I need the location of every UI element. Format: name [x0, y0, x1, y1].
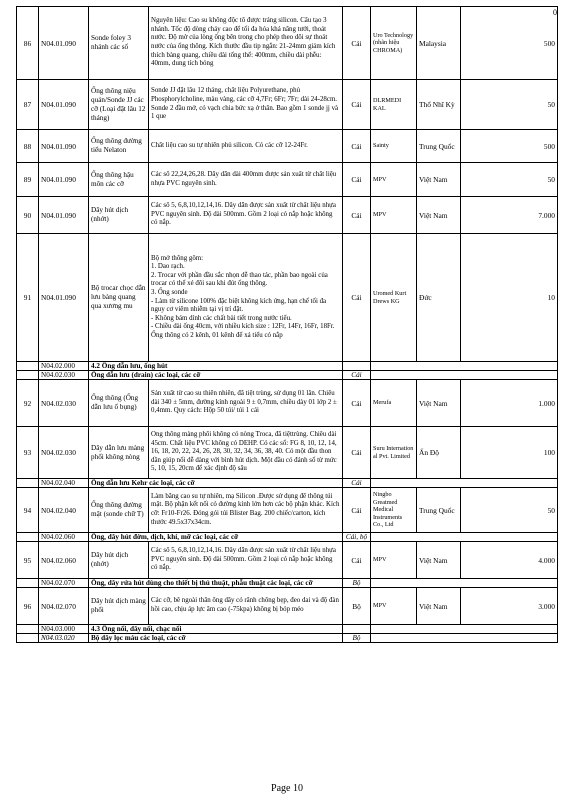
quantity: 7.000	[461, 197, 558, 234]
item-name: Ống thông đường mật (sonde chữ T)	[89, 488, 149, 533]
item-code: N04.02.070	[39, 588, 89, 625]
table-row	[17, 488, 558, 533]
group-code: N04.02.030	[39, 371, 89, 380]
group-title: Ống dẫn lưu (drain) các loại, các cỡ	[89, 371, 343, 380]
quantity: 100	[461, 427, 558, 479]
group-blank	[371, 533, 558, 542]
group-row	[17, 533, 558, 542]
procurement-table	[16, 6, 558, 643]
country-of-origin: Việt Nam	[417, 588, 461, 625]
group-row	[17, 625, 558, 634]
specification-text: Sonde JJ đặt lâu 12 tháng, chất liệu Polyurethane, phủ Phosphorylcholine, màu vàng, các cỡ 4,7Fr; 6Fr; 7Fr; dài 24-28cm. Sonde 2 đầu mở, có vạch chia bức xạ ở thân. Bao gồm 1 sonde jj và 1 que	[151, 87, 339, 121]
group-blank	[371, 579, 558, 588]
specification-text: Các số 22,24,26,28. Dây dẫn dài 400mm được sản xuất từ chất liệu nhựa PVC nguyên sinh.	[151, 170, 337, 187]
group-blank	[17, 533, 39, 542]
manufacturer: DLRMEDI KAL	[371, 80, 417, 130]
group-title: Ống dẫn lưu Kehr các loại, các cỡ	[89, 479, 343, 488]
item-specification	[149, 234, 343, 362]
manufacturer: MPV	[371, 197, 417, 234]
country-of-origin: Thổ Nhĩ Kỳ	[417, 80, 461, 130]
group-blank	[17, 371, 39, 380]
manufacturer: Ningbo Greatmed Medical Instruments Co., Ltd	[371, 488, 417, 533]
item-specification	[149, 197, 343, 234]
specification-line: - Chiều dài ống 40cm, với nhiều kích size : 12Fr, 14Fr, 16Fr, 18Fr.	[151, 323, 335, 331]
row-number: 96	[17, 588, 39, 625]
row-number: 94	[17, 488, 39, 533]
item-name: Dây hút dịch màng phổi	[89, 588, 149, 625]
group-unit: Cái	[343, 371, 371, 380]
group-row	[17, 371, 558, 380]
group-code: N04.02.040	[39, 479, 89, 488]
unit-of-measure: Cái	[343, 197, 371, 234]
group-blank	[371, 634, 558, 643]
specification-text: Các số 5, 6,8,10,12,14,16. Dây dẫn được sản xuất từ chất liệu nhựa PVC nguyên sinh. Độ dài 500mm. Gồm 2 loại có nắp hoặc không có nắp.	[151, 547, 336, 572]
group-code: N04.03.000	[39, 625, 89, 634]
manufacturer: Uro Technology (nhãn hiệu CHROMA)	[371, 7, 417, 80]
item-code: N04.01.090	[39, 7, 89, 80]
country-of-origin: Đức	[417, 234, 461, 362]
group-row	[17, 579, 558, 588]
item-specification	[149, 80, 343, 130]
row-number: 86	[17, 7, 39, 80]
quantity: 10	[461, 234, 558, 362]
table-row	[17, 380, 558, 427]
unit-of-measure: Cái	[343, 80, 371, 130]
item-name: Ống thông (Ống dẫn lưu ổ bụng)	[89, 380, 149, 427]
item-name: Ống thông hậu môn các cỡ	[89, 163, 149, 197]
item-code: N04.02.060	[39, 542, 89, 579]
quantity: 50	[461, 163, 558, 197]
manufacturer: Uromed Kurt Drews KG	[371, 234, 417, 362]
unit-of-measure: Cái	[343, 234, 371, 362]
item-code: N04.01.090	[39, 80, 89, 130]
group-code: N04.02.000	[39, 362, 89, 371]
unit-of-measure: Cái	[343, 542, 371, 579]
row-number: 90	[17, 197, 39, 234]
specification-text: Các cỡ, bề ngoài thân ống dây có rãnh chống bẹp, đeo dai và độ đàn hồi cao, chịu áp lực âm cao (-75kpa) không bị bóp méo	[151, 597, 339, 613]
item-code: N04.02.030	[39, 380, 89, 427]
quantity: 500	[461, 7, 558, 80]
row-number: 92	[17, 380, 39, 427]
unit-of-measure: Cái	[343, 427, 371, 479]
item-name: Ống thông đường tiểu Nelaton	[89, 130, 149, 163]
manufacturer: MPV	[371, 542, 417, 579]
manufacturer: MPV	[371, 588, 417, 625]
quantity: 4.000	[461, 542, 558, 579]
table-row	[17, 7, 558, 80]
item-name: Dây dẫn lưu màng phổi không nòng	[89, 427, 149, 479]
unit-of-measure: Cái	[343, 380, 371, 427]
item-specification	[149, 588, 343, 625]
group-code: N04.03.020	[39, 634, 89, 643]
country-of-origin: Việt Nam	[417, 380, 461, 427]
item-specification	[149, 7, 343, 80]
table-body	[17, 7, 558, 643]
item-code: N04.02.030	[39, 427, 89, 479]
unit-of-measure: Cái	[343, 130, 371, 163]
group-row	[17, 634, 558, 643]
group-blank	[17, 362, 39, 371]
item-code: N04.01.090	[39, 197, 89, 234]
group-unit: Cái, bộ	[343, 533, 371, 542]
specification-text: Sản xuất từ cao su thiên nhiên, đã tiệt trùng, sử dụng 01 lần. Chiều dài 340 ± 5mm, đường kính ngoài 9 ± 0,7mm, chiều dày 01 lớp 2 ± 0,4mm. Quy cách: Hộp 50 túi/ túi 1 cái	[151, 390, 337, 415]
table-row	[17, 130, 558, 163]
item-specification	[149, 130, 343, 163]
group-unit: Cái	[343, 479, 371, 488]
group-unit: Bộ	[343, 579, 371, 588]
manufacturer: Suru Internation al Pvt. Limited	[371, 427, 417, 479]
group-title: Ống, dây hút đờm, dịch, khí, mỡ các loại, các cỡ	[89, 533, 343, 542]
table-row	[17, 80, 558, 130]
specification-line: Ống thông có 2 kênh, 01 kênh để xả tiểu có nắp	[151, 331, 283, 339]
table-row	[17, 197, 558, 234]
group-blank	[371, 371, 558, 380]
group-code: N04.02.070	[39, 579, 89, 588]
specification-line: 3. Ống sonde	[151, 288, 188, 296]
group-blank	[17, 579, 39, 588]
specification-text: Các số 5, 6,8,10,12,14,16. Dây dẫn được sản xuất từ chất liệu nhựa PVC nguyên sinh. Độ dài 500mm. Gồm 2 loại có nắp hoặc không có nắp.	[151, 202, 336, 227]
manufacturer: Merufa	[371, 380, 417, 427]
specification-line: 1. Dao rạch.	[151, 263, 185, 271]
group-blank	[17, 634, 39, 643]
quantity: 50	[461, 80, 558, 130]
country-of-origin: Trung Quốc	[417, 130, 461, 163]
group-blank	[371, 362, 558, 371]
manufacturer: Sainty	[371, 130, 417, 163]
table-row	[17, 542, 558, 579]
group-title: 4.3 Ống nối, dây nối, chạc nối	[89, 625, 343, 634]
specification-line: - Làm từ silicone 100% đặc biệt không kích ứng, hạn chế tối đa nguy cơ viêm nhiễm tại vị trí đặt.	[151, 297, 327, 314]
unit-of-measure: Cái	[343, 7, 371, 80]
quantity: 1.000	[461, 380, 558, 427]
group-unit: Bộ	[343, 634, 371, 643]
country-of-origin: Việt Nam	[417, 163, 461, 197]
item-specification	[149, 488, 343, 533]
group-blank	[17, 625, 39, 634]
group-row	[17, 479, 558, 488]
specification-text	[151, 255, 340, 341]
specification-text: Làm bằng cao su tự nhiên, mạ Silicon .Được sử dụng để thông túi mật. Bộ phận kết nối có đường kính lớn hơn các bộ phận khác. Kích cỡ: Fr10-Fr26. Đóng gói túi Blister Bag. 200 chiếc/carton, kích thước 49.5x37x34cm.	[151, 492, 340, 526]
quantity: 500	[461, 130, 558, 163]
country-of-origin: Ấn Độ	[417, 427, 461, 479]
item-name: Dây hút dịch (nhớt)	[89, 197, 149, 234]
group-blank	[371, 479, 558, 488]
row-number: 91	[17, 234, 39, 362]
unit-of-measure: Cái	[343, 163, 371, 197]
country-of-origin: Việt Nam	[417, 197, 461, 234]
table-row	[17, 163, 558, 197]
row-number: 88	[17, 130, 39, 163]
row-number: 87	[17, 80, 39, 130]
specification-line: Bộ mở thông gồm:	[151, 254, 204, 262]
group-title: Ống, dây rửa hút dùng cho thiết bị thủ thuật, phẫu thuật các loại, các cỡ	[89, 579, 343, 588]
country-of-origin: Malaysia	[417, 7, 461, 80]
item-specification	[149, 163, 343, 197]
row-number: 89	[17, 163, 39, 197]
group-unit	[343, 625, 371, 634]
group-row	[17, 362, 558, 371]
item-code: N04.02.040	[39, 488, 89, 533]
specification-line: 2. Trocar với phần đầu sắc nhọn dễ thao tác, phần bao ngoài của trocar có thể xé đôi sau khi đút ống thông.	[151, 271, 328, 288]
group-code: N04.02.060	[39, 533, 89, 542]
specification-line: - Không bám dính các chất bài tiết trong nước tiểu.	[151, 314, 292, 322]
specification-text: Chất liệu cao su tự nhiên phủ silicon. Có các cỡ 12-24Fr.	[151, 141, 308, 149]
unit-of-measure: Cái	[343, 488, 371, 533]
quantity: 50	[461, 488, 558, 533]
specification-text: Ống thông màng phổi không có nòng Troca, đã tiệttrùng. Chiều dài 45cm. Chất liệu PVC không có DEHP. Có các số: FG 8, 10, 12, 14, 16, 18, 20, 22, 24, 26, 28, 30, 32, 34, 36, 38, 40. Có một đầu thon dần giúp nối dễ dàng với bình hút dịch. Một đầu có đánh số từ mức 5, 10, 15, 20cm để xác định độ sâu	[151, 431, 337, 473]
row-number: 95	[17, 542, 39, 579]
item-name: Ống thông niệu quản/Sonde JJ các cỡ (Loại đặt lâu 12 tháng)	[89, 80, 149, 130]
group-title: 4.2 Ống dẫn lưu, ống hút	[89, 362, 343, 371]
page-number: Page 10	[271, 783, 303, 794]
quantity: 3.000	[461, 588, 558, 625]
item-code: N04.01.090	[39, 234, 89, 362]
group-blank	[371, 625, 558, 634]
row-number: 93	[17, 427, 39, 479]
item-specification	[149, 380, 343, 427]
item-specification	[149, 542, 343, 579]
country-of-origin: Trung Quốc	[417, 488, 461, 533]
group-blank	[17, 479, 39, 488]
specification-text: Nguyên liệu: Cao su không độc tố được tráng silicon. Cấu tạo 3 nhánh. Tốc độ dòng chảy cao để tối đa hóa khả năng tưới, thoát nước. Độ mờ của lòng ống bên trong cho phép theo dõi sự thoát nước của ống thông. Kích thước đầu tip ngắn: 21-24mm giảm kích thích bàng quang, chiều dài tổng thể: 400mm, chiều dài phễu: 40mm, dung tích bóng	[151, 17, 336, 68]
item-code: N04.01.090	[39, 130, 89, 163]
item-name: Sonde foley 3 nhánh các số	[89, 7, 149, 80]
item-name: Dây hút dịch (nhớt)	[89, 542, 149, 579]
item-specification	[149, 427, 343, 479]
corner-mark: 0	[553, 8, 557, 17]
item-name: Bộ trocar chọc dẫn lưu bàng quang qua xương mu	[89, 234, 149, 362]
table-row	[17, 427, 558, 479]
unit-of-measure: Bộ	[343, 588, 371, 625]
manufacturer: MPV	[371, 163, 417, 197]
table-row	[17, 234, 558, 362]
group-unit	[343, 362, 371, 371]
item-code: N04.01.090	[39, 163, 89, 197]
group-title: Bộ dây lọc máu các loại, các cỡ	[89, 634, 343, 643]
country-of-origin: Việt Nam	[417, 542, 461, 579]
table-row	[17, 588, 558, 625]
